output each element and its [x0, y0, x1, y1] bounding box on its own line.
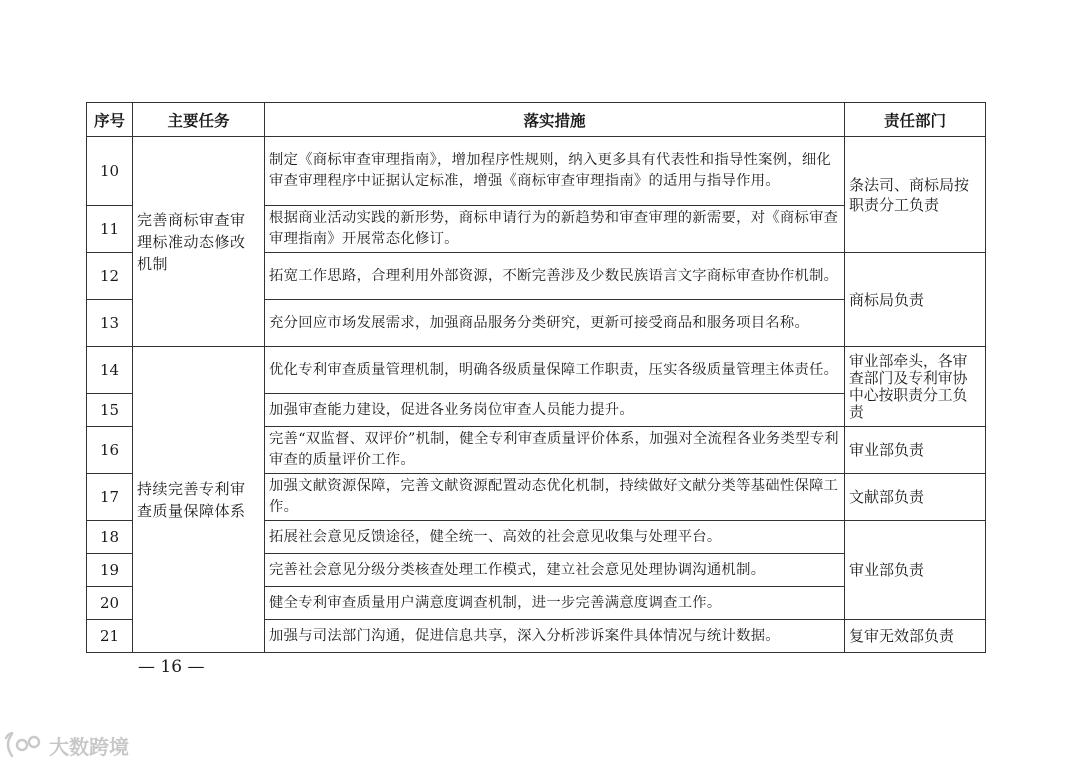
- row-number: 10: [87, 137, 133, 206]
- dept-cell: 审业部负责: [845, 521, 986, 620]
- row-number: 13: [87, 300, 133, 347]
- measure-text: 完善“双监督、双评价”机制，健全专利审查质量评价体系，加强对全流程各业务类型专利审查的质量评价工作。: [265, 427, 845, 474]
- header-measure: 落实措施: [265, 103, 845, 137]
- measure-text: 拓宽工作思路，合理利用外部资源，不断完善涉及少数民族语言文字商标审查协作机制。: [265, 253, 845, 300]
- header-task: 主要任务: [133, 103, 265, 137]
- row-number: 19: [87, 554, 133, 587]
- row-number: 14: [87, 347, 133, 394]
- measure-text: 充分回应市场发展需求，加强商品服务分类研究，更新可接受商品和服务项目名称。: [265, 300, 845, 347]
- header-row: [87, 103, 986, 137]
- dept-cell: 复审无效部负责: [845, 620, 986, 653]
- measure-text: 根据商业活动实践的新形势，商标申请行为的新趋势和审查审理的新需要，对《商标审查审理指南》开展常态化修订。: [265, 206, 845, 253]
- row-number: 20: [87, 587, 133, 620]
- dept-cell: 审业部负责: [845, 427, 986, 474]
- dept-cell: 商标局负责: [845, 253, 986, 347]
- header-dept: 责任部门: [845, 103, 986, 137]
- row-number: 18: [87, 521, 133, 554]
- measure-text: 加强文献资源保障，完善文献资源配置动态优化机制，持续做好文献分类等基础性保障工作。: [265, 474, 845, 521]
- header-no: 序号: [87, 103, 133, 137]
- watermark-text: 大数跨境: [49, 734, 129, 759]
- measure-text: 加强审查能力建设，促进各业务岗位审查人员能力提升。: [265, 394, 845, 427]
- measure-text: 优化专利审查质量管理机制，明确各级质量保障工作职责，压实各级质量管理主体责任。: [265, 347, 845, 394]
- dept-cell: 审业部牵头，各审查部门及专利审协中心按职责分工负责: [845, 347, 986, 427]
- row-number: 12: [87, 253, 133, 300]
- row-number: 21: [87, 620, 133, 653]
- dept-cell: 文献部负责: [845, 474, 986, 521]
- measure-text: 完善社会意见分级分类核查处理工作模式，建立社会意见处理协调沟通机制。: [265, 554, 845, 587]
- dept-cell: 条法司、商标局按职责分工负责: [845, 137, 986, 253]
- measure-text: 制定《商标审查审理指南》，增加程序性规则，纳入更多具有代表性和指导性案例，细化审查审理程序中证据认定标准，增强《商标审查审理指南》的适用与指导作用。: [265, 137, 845, 206]
- row-number: 11: [87, 206, 133, 253]
- watermark: [2, 728, 129, 762]
- measure-text: 加强与司法部门沟通，促进信息共享，深入分析涉诉案件具体情况与统计数据。: [265, 620, 845, 653]
- row-number: 16: [87, 427, 133, 474]
- brand-logo-icon: [2, 730, 46, 760]
- measure-text: 健全专利审查质量用户满意度调查机制，进一步完善满意度调查工作。: [265, 587, 845, 620]
- measures-table: [86, 102, 986, 653]
- table-row: [87, 347, 986, 394]
- task-trademark: 完善商标审查审理标准动态修改机制: [133, 137, 265, 347]
- task-patent: 持续完善专利审查质量保障体系: [133, 347, 265, 653]
- row-number: 17: [87, 474, 133, 521]
- measure-text: 拓展社会意见反馈途径，健全统一、高效的社会意见收集与处理平台。: [265, 521, 845, 554]
- table-row: [87, 137, 986, 206]
- page-number: — 16 —: [138, 657, 205, 677]
- row-number: 15: [87, 394, 133, 427]
